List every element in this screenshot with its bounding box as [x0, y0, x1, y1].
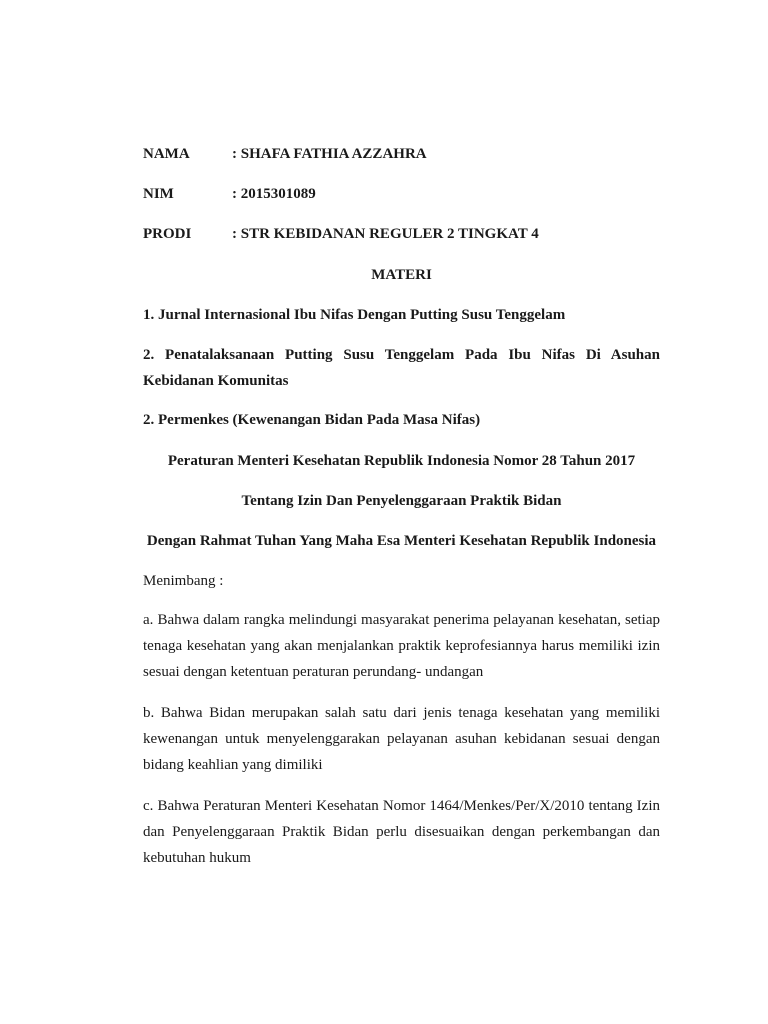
materi-heading: MATERI	[371, 267, 432, 283]
menimbang-point-a: a. Bahwa dalam rangka melindungi masyarakat penerima pelayanan kesehatan, setiap tenaga kesehatan yang akan menjalankan praktik keprofesiannya harus memiliki izin sesuai dengan ketentuan peraturan perundang- undangan	[143, 612, 660, 680]
materi-item-2: 2. Penatalaksanaan Putting Susu Tenggelam Pada Ibu Nifas Di Asuhan Kebidanan Komunitas	[143, 347, 660, 389]
materi-item-1: 1. Jurnal Internasional Ibu Nifas Dengan Putting Susu Tenggelam	[143, 307, 566, 323]
menimbang-point-b: b. Bahwa Bidan merupakan salah satu dari jenis tenaga kesehatan yang memiliki kewenangan untuk menyelenggarakan pelayanan asuhan kebidanan sesuai dengan bidang keahlian yang dimiliki	[143, 705, 660, 773]
nama-value: : SHAFA FATHIA AZZAHRA	[232, 146, 427, 162]
menimbang-label: Menimbang :	[143, 573, 224, 589]
nama-row	[143, 146, 427, 163]
materi-item-3: 2. Permenkes (Kewenangan Bidan Pada Masa Nifas)	[143, 412, 481, 428]
menimbang-point-c: c. Bahwa Peraturan Menteri Kesehatan Nomor 1464/Menkes/Per/X/2010 tentang Izin dan Penyelenggaraan Praktik Bidan perlu disesuaikan dengan perkembangan dan kebutuhan hukum	[143, 798, 660, 866]
regulation-title: Peraturan Menteri Kesehatan Republik Indonesia Nomor 28 Tahun 2017	[167, 453, 636, 469]
prodi-label: PRODI	[143, 226, 192, 242]
prodi-value: : STR KEBIDANAN REGULER 2 TINGKAT 4	[232, 226, 539, 242]
nama-label: NAMA	[143, 146, 190, 162]
regulation-subtitle: Tentang Izin Dan Penyelenggaraan Praktik Bidan	[241, 493, 562, 509]
nim-label: NIM	[143, 186, 174, 202]
prodi-row	[143, 226, 539, 243]
nim-value: : 2015301089	[232, 186, 316, 202]
nim-row	[143, 186, 316, 203]
regulation-preamble: Dengan Rahmat Tuhan Yang Maha Esa Menteri Kesehatan Republik Indonesia	[146, 533, 657, 549]
